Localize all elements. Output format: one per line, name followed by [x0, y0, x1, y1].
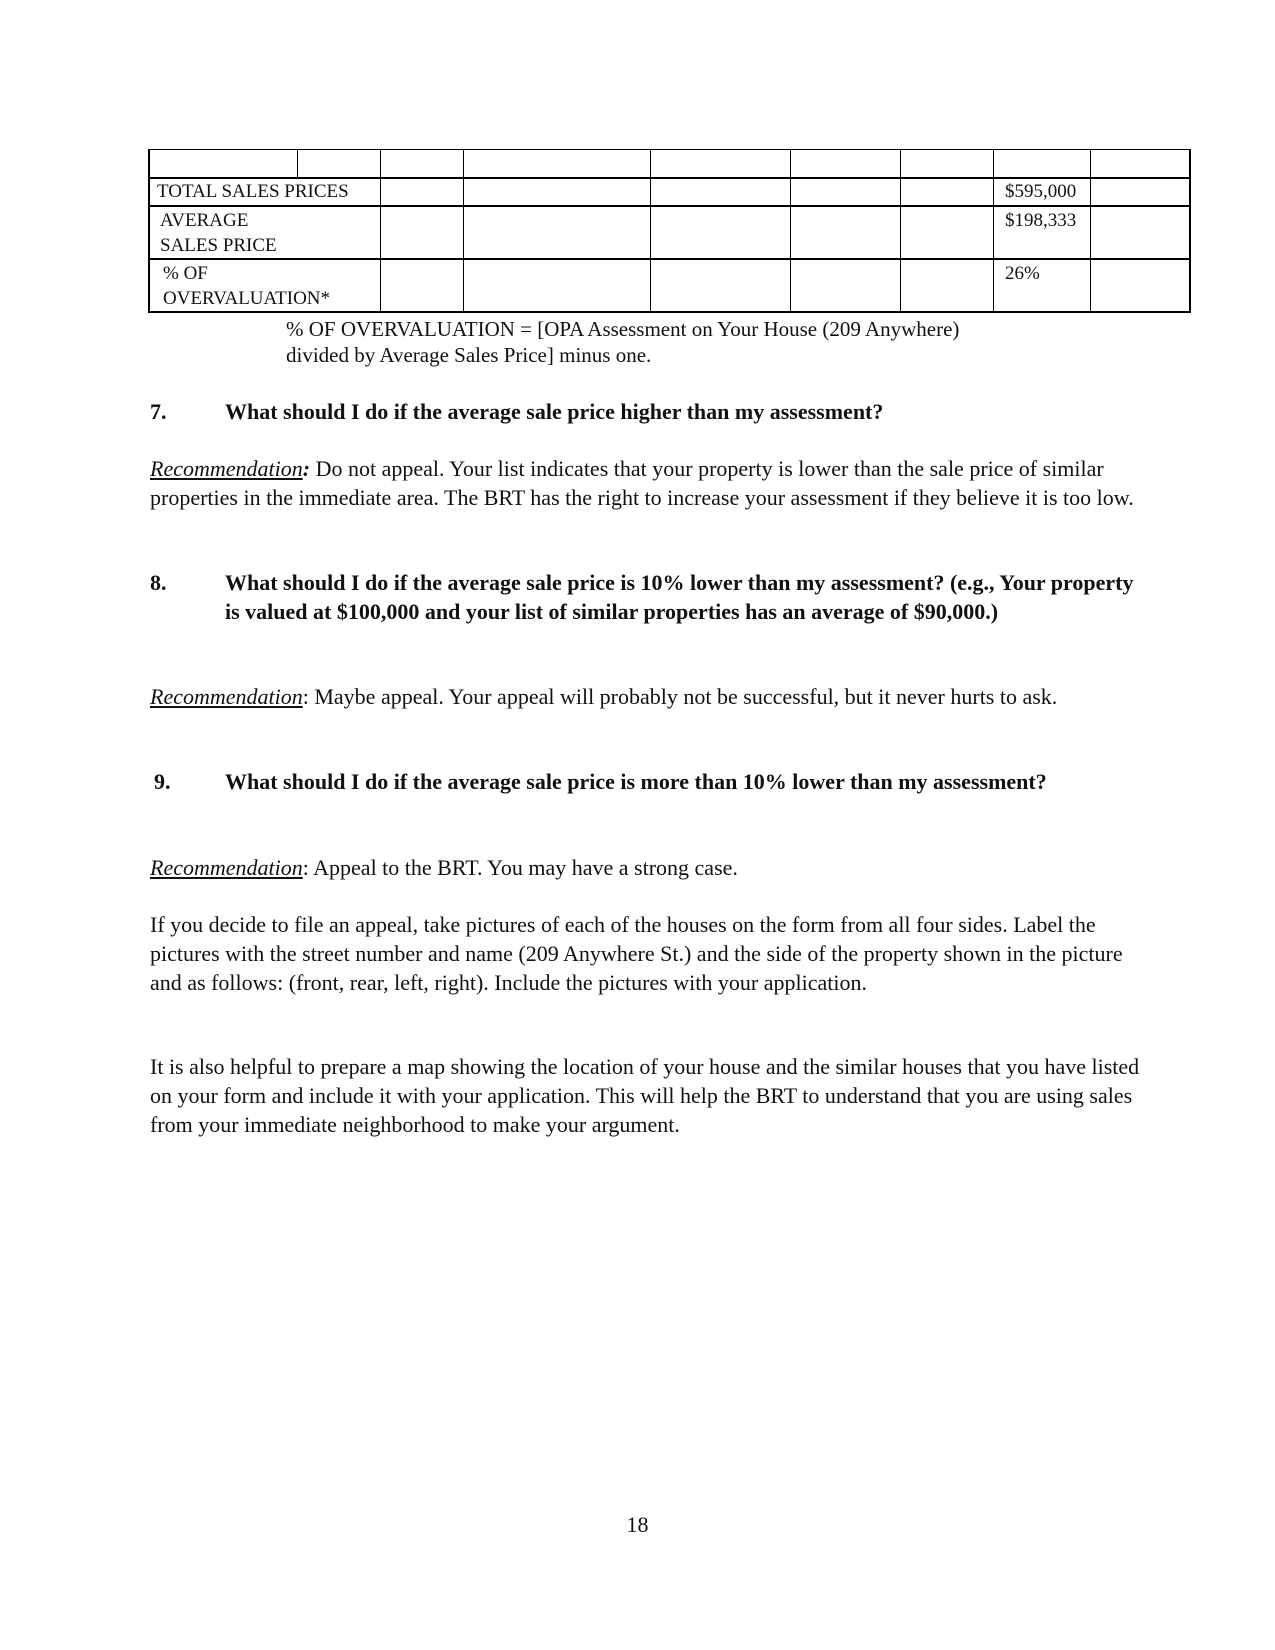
footnote-line: divided by Average Sales Price] minus one.	[286, 343, 652, 367]
table-cell-value: $595,000	[1005, 181, 1077, 202]
question-text: What should I do if the average sale price higher than my assessment?	[225, 399, 884, 424]
table-row-label: OVERVALUATION*	[163, 288, 331, 309]
recommendation-label: Recommendation	[150, 855, 303, 880]
recommendation-9	[150, 853, 1140, 882]
footnote-line: % OF OVERVALUATION = [OPA Assessment on Your House (209 Anywhere)	[286, 317, 960, 341]
table-row-label: TOTAL SALES PRICES	[157, 181, 349, 202]
map-paragraph: It is also helpful to prepare a map showing the location of your house and the similar houses that you have listed on your form and include it with your application. This will help the BRT to understand that you are using sales from your immediate neighborhood to make your argument.	[150, 1054, 1140, 1137]
question-9	[150, 767, 1150, 827]
recommendation-7	[150, 454, 1140, 512]
overvaluation-footnote	[286, 316, 959, 368]
page-number: 18	[626, 1512, 649, 1537]
question-8	[150, 568, 1150, 658]
recommendation-colon: :	[302, 684, 309, 709]
recommendation-label: Recommendation	[150, 456, 303, 481]
recommendation-text: Appeal to the BRT. You may have a strong case.	[308, 855, 738, 880]
table-cell-value: 26%	[1005, 263, 1040, 284]
question-number: 7.	[150, 399, 167, 424]
table-cell-value: $198,333	[1005, 210, 1077, 231]
table-row-label: AVERAGE	[160, 210, 249, 231]
question-7	[150, 397, 1150, 427]
question-number: 8.	[150, 570, 167, 595]
question-text: What should I do if the average sale price is 10% lower than my assessment? (e.g., Your property is valued at $100,000 and your list of similar properties has an average of $90,000.)	[225, 570, 1134, 624]
recommendation-text: Maybe appeal. Your appeal will probably not be successful, but it never hurts to ask.	[308, 684, 1058, 709]
table-row-label: SALES PRICE	[160, 235, 277, 256]
question-number: 9.	[154, 769, 171, 794]
question-text: What should I do if the average sale price is more than 10% lower than my assessment?	[225, 769, 1047, 794]
table-row-label: % OF	[163, 263, 208, 284]
recommendation-text: Do not appeal. Your list indicates that your property is lower than the sale price of similar properties in the immediate area. The BRT has the right to increase your assessment if they believe it is too low.	[150, 456, 1134, 510]
recommendation-colon: :	[302, 456, 311, 481]
recommendation-colon: :	[302, 855, 309, 880]
recommendation-8	[150, 682, 1140, 711]
recommendation-label: Recommendation	[150, 684, 303, 709]
pictures-paragraph: If you decide to file an appeal, take pictures of each of the houses on the form from all four sides. Label the pictures with the street number and name (209 Anywhere St.) and the side of the property shown in the picture and as follows: (front, rear, left, right). Include the pictures with your application.	[150, 912, 1123, 995]
